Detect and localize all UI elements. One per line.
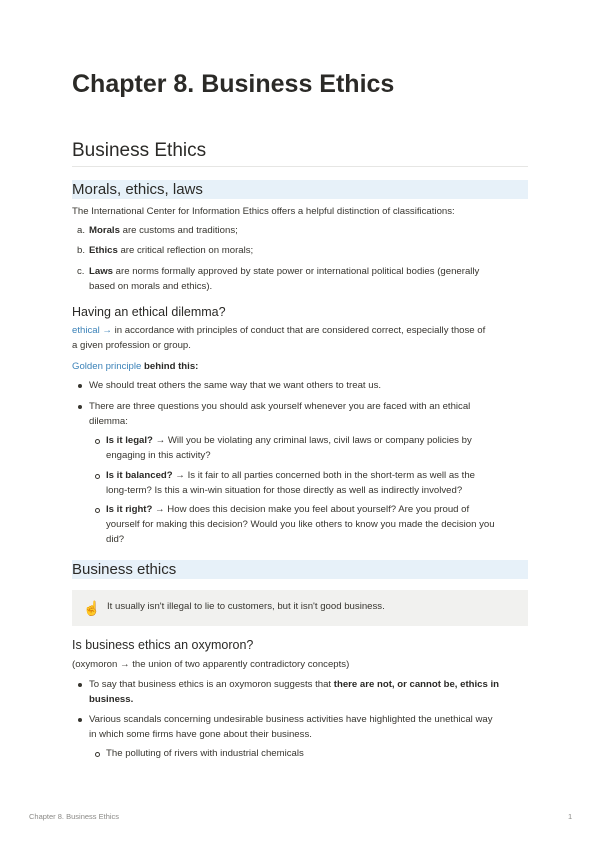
bullet-icon [78,683,82,687]
oxymoron-heading: Is business ethics an oxymoron? [72,638,254,652]
bullet-icon [78,405,82,409]
footer-title: Chapter 8. Business Ethics [29,812,120,821]
golden-principle: Golden principle behind this: [72,361,199,372]
chapter-title: Chapter 8. Business Ethics [72,70,395,98]
bullet-icon [78,718,82,722]
list-item-ethics: Ethics are critical reflection on morals; [89,245,254,256]
callout [72,590,528,626]
list-item-oxymoron: To say that business ethics is an oxymoron suggests that there are not, or cannot be, ethics in business. [89,679,500,705]
morals-intro: The International Center for Information Ethics offers a helpful distinction of classifications: [72,206,455,217]
list-marker-c: c. [77,266,85,277]
section-title: Business Ethics [72,140,528,167]
sub-bullet-icon [95,752,100,757]
list-item-morals: Morals are customs and traditions; [89,225,238,236]
list-marker-b: b. [77,245,86,256]
list-item-scandals: Various scandals concerning undesirable business activities have highlighted the unethical way in which some firms have gone about their business. [89,714,493,740]
sub-bullet-icon [95,508,100,513]
golden-principle-term: Golden principle [72,361,142,372]
oxymoron-definition: (oxymoron → the union of two apparently contradictory concepts) [72,659,350,670]
question-balanced: Is it balanced? → Is it fair to all parties concerned both in the short-term as well as the long-term? Is this a win-win situation for those directly as well as indirectly involved? [106,470,475,496]
list-marker-a: a. [77,225,86,236]
list-item-golden-rule: We should treat others the same way that we want others to treat us. [89,380,382,391]
ethical-term: ethical → [72,325,112,336]
question-legal: Is it legal? → Will you be violating any criminal laws, civil laws or company policies by engaging in this activity? [106,435,472,461]
list-item-polluting: The polluting of rivers with industrial chemicals [106,748,304,759]
sub-bullet-icon [95,439,100,444]
bullet-icon [78,384,82,388]
list-item-three-questions: There are three questions you should ask yourself whenever you are faced with an ethical dilemma: [89,401,471,427]
question-right: Is it right? → How does this decision make you feel about yourself? Are you proud of yourself for making this decision? Would you like others to know you made the decision you did? [106,504,495,545]
morals-heading: Morals, ethics, laws [72,180,528,199]
business-ethics-heading: Business ethics [72,560,528,579]
ethical-definition: ethical → in accordance with principles of conduct that are considered correct, especially those of a given profession or group. [72,325,486,351]
dilemma-heading: Having an ethical dilemma? [72,305,226,319]
sub-bullet-icon [95,474,100,479]
pointing-finger-icon: ☝️ [83,600,101,616]
callout-text: It usually isn't illegal to lie to customers, but it isn't good business. [107,601,385,612]
page-number: 1 [568,812,573,821]
list-item-laws: Laws are norms formally approved by state power or international political bodies (generally based on morals and ethics). [89,266,480,292]
